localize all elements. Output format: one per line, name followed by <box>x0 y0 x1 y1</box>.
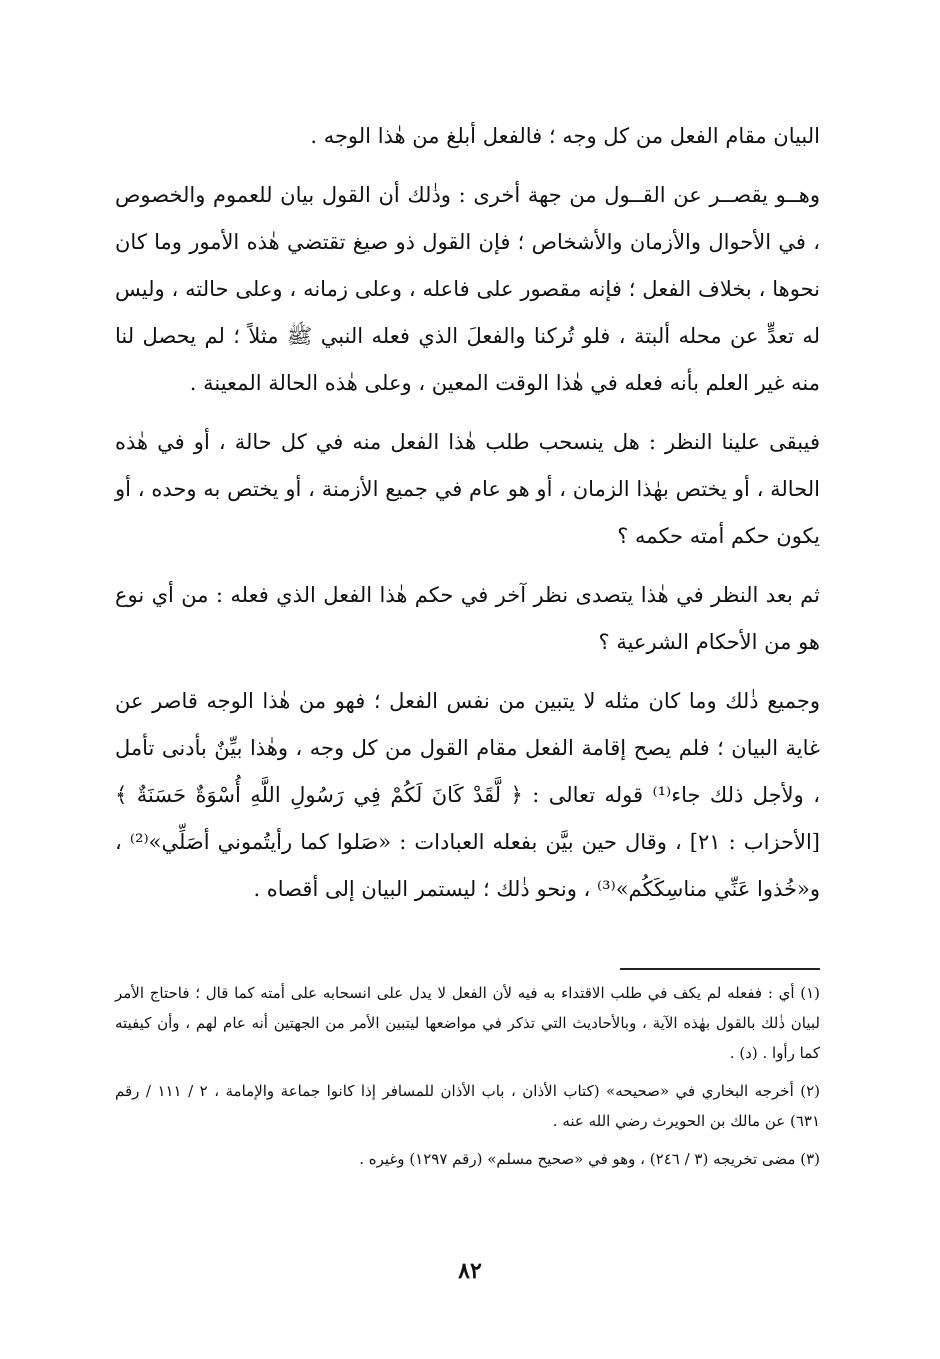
page-number: ٨٢ <box>458 1258 482 1284</box>
paragraph: ثم بعد النظر في هٰذا يتصدى نظر آخر في حكم هٰذا الفعل الذي فعله : من أي نوع هو من الأحكام الشرعية ؟ <box>115 583 820 654</box>
footnote-separator <box>620 968 820 970</box>
footnote: (١) أي : ففعله لم يكف في طلب الاقتداء به فيه لأن الفعل لا يدل على انسحابه على أمته كما قال ؛ فاحتاج الأمر لبيان ذٰلك بالقول بهٰذه الآية ، وبالأحاديث التي تذكر في مواضعها ليتبين الأمر من الجهتين أنه عام لهم ، وأن كيفيته كما رأوا . (د) . <box>115 984 820 1062</box>
paragraph: وهــو يقصــر عن القــول من جهة أخرى : وذٰلك أن القول بيان للعموم والخصوص ، في الأحوال والأزمان والأشخاص ؛ فإن القول ذو صيغ تقتضي هٰذه الأمور وما كان نحوها ، بخلاف الفعل ؛ فإنه مقصور على فاعله ، وعلى زمانه ، وعلى حالته ، وليس له تعدٍّ عن محله ألبتة ، فلو تُركنا والفعلَ الذي فعله النبي ﷺ مثلاً ؛ لم يحصل لنا منه غير العلم بأنه فعله في هٰذا الوقت المعين ، وعلى هٰذه الحالة المعينة . <box>115 183 820 395</box>
footnotes <box>115 978 820 1182</box>
footnote: (٣) مضى تخريجه (٣ / ٢٤٦) ، وهو في «صحيح مسلم» (رقم ١٢٩٧) وغيره . <box>359 1150 820 1168</box>
main-text <box>115 113 820 925</box>
paragraph: البيان مقام الفعل من كل وجه ؛ فالفعل أبلغ من هٰذا الوجه . <box>310 124 820 148</box>
footnote: (٢) أخرجه البخاري في «صحيحه» (كتاب الأذان ، باب الأذان للمسافر إذا كانوا جماعة والإمامة ، ٢ / ١١١ / رقم ٦٣١) عن مالك بن الحويرث رضي الله عنه . <box>115 1082 820 1130</box>
paragraph: فيبقى علينا النظر : هل ينسحب طلب هٰذا الفعل منه في كل حالة ، أو في هٰذه الحالة ، أو يختص بهٰذا الزمان ، أو هو عام في جميع الأزمنة ، أو يختص به وحده ، أو يكون حكم أمته حكمه ؟ <box>115 430 820 548</box>
paragraph: وجميع ذٰلك وما كان مثله لا يتبين من نفس الفعل ؛ فهو من هٰذا الوجه قاصر عن غاية البيان ؛ فلم يصح إقامة الفعل مقام القول من كل وجه ، وهٰذا بيِّنٌ بأدنى تأمل ، ولأجل ذلك جاء⁽¹⁾ قوله تعالى : ﴿ لَّقَدْ كَانَ لَكُمْ فِي رَسُولِ اللَّهِ أُسْوَةٌ حَسَنَةٌ ﴾ [الأحزاب : ٢١] ، وقال حين بيَّن بفعله العبادات : «صَلوا كما رأيتُموني أصَلِّي»⁽²⁾ ، و«خُذوا عَنِّي مناسِكَكُم»⁽³⁾ ، ونحو ذٰلك ؛ ليستمر البيان إلى أقصاه . <box>115 689 821 901</box>
